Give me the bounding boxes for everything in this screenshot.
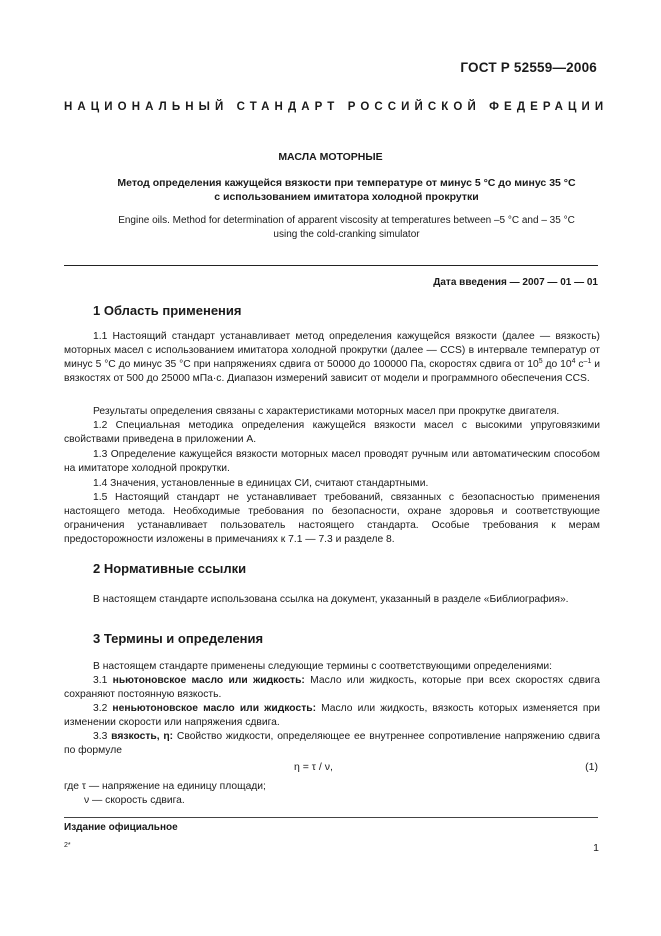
term-3-3-definition: Свойство жидкости, определяющее ее внутреннее сопротивление напряжению сдвига по формуле	[64, 731, 600, 756]
p1-1-sup-2: 4	[571, 358, 576, 365]
subtitle-line-1: Метод определения кажущейся вязкости при температуре от минус 5 °С до минус 35 °С	[117, 177, 576, 189]
printer-signature-mark: 2*	[64, 842, 71, 849]
national-standard-banner: НАЦИОНАЛЬНЫЙ СТАНДАРТ РОССИЙСКОЙ ФЕДЕРАЦИИ	[64, 101, 609, 113]
paragraph-1-2	[64, 419, 600, 447]
paragraph-results	[64, 405, 600, 419]
term-3-3	[64, 730, 600, 758]
english-title	[80, 214, 613, 241]
term-3-2-term: неньютоновское масло или жидкость:	[112, 703, 316, 714]
term-3-1-term: ньютоновское масло или жидкость:	[112, 675, 305, 686]
header-divider	[64, 265, 598, 266]
introduction-date: Дата введения — 2007 — 01 — 01	[433, 277, 598, 288]
p3-intro-text: В настоящем стандарте применены следующие термины с соответствующими определениями:	[93, 661, 553, 672]
p1-5-text: 1.5 Настоящий стандарт не устанавливает требований, связанных с безопасностью применения настоящего метода. Необходимые требования по безопасности, охране здоровья и соответствующие ограничения устанавливает пользователь настоящего стандарта. Особые требования к мерам предосторожности изложены в примечаниях к 7.1 — 7.3 и разделе 8.	[64, 492, 600, 545]
term-3-3-number: 3.3	[93, 731, 112, 742]
paragraph-1-3	[64, 448, 600, 476]
term-3-3-term: вязкость, η:	[111, 731, 174, 742]
term-3-1-definition: Масло или жидкость, которые при всех скоростях сдвига сохраняют постоянную вязкость.	[64, 675, 600, 700]
p1-1-text-b: до 10	[542, 359, 572, 370]
results-text: Результаты определения связаны с характеристиками моторных масел при прокрутке двигателя.	[93, 406, 560, 417]
page-number: 1	[593, 842, 599, 854]
paragraph-1-5	[64, 491, 600, 547]
footer-divider	[64, 817, 598, 818]
p1-1-text-c: с	[575, 359, 584, 370]
formula-where-1: где τ — напряжение на единицу площади;	[64, 781, 266, 792]
term-3-1	[64, 674, 600, 702]
section-2-heading: 2 Нормативные ссылки	[93, 561, 247, 576]
term-3-1-number: 3.1	[93, 675, 113, 686]
document-title: МАСЛА МОТОРНЫЕ	[278, 151, 383, 163]
english-title-line-2: using the cold-cranking simulator	[273, 228, 420, 240]
subtitle-line-2: с использованием имитатора холодной прокрутки	[214, 190, 479, 203]
section-3-heading: 3 Термины и определения	[93, 631, 264, 646]
term-3-2	[64, 702, 600, 730]
term-3-2-number: 3.2	[93, 703, 113, 714]
p2-1-text: В настоящем стандарте использована ссылка на документ, указанный в разделе «Библиография».	[93, 594, 569, 605]
standard-code: ГОСТ Р 52559—2006	[460, 60, 597, 75]
paragraph-2-1	[64, 593, 600, 607]
p1-1-sup-1: 5	[538, 358, 543, 365]
p1-2-text: 1.2 Специальная методика определения кажущейся вязкости масел с высокими упруговязкими свойствами приведена в приложении А.	[64, 420, 600, 445]
term-3-2-definition: Масло или жидкость, вязкость которых изменяется при изменении скорости или напряжения сдвига.	[64, 703, 600, 728]
p1-1-text-d: и вязкостях от 500 до 25000 мПа·с. Диапазон измерений зависит от модели и программного обеспечения CCS.	[64, 359, 600, 384]
p1-3-text: 1.3 Определение кажущейся вязкости моторных масел проводят ручным или автоматическим способом на имитаторе холодной прокрутки.	[64, 449, 600, 474]
paragraph-3-intro	[64, 660, 600, 674]
paragraph-1-4	[64, 477, 600, 491]
p1-1-text-a: 1.1 Настоящий стандарт устанавливает метод определения кажущейся вязкости (далее — вязкость) моторных масел с использованием имитатора холодной прокрутки (далее — CCS) в интервале температур от минус 5 °С до минус 35 °С при напряжениях сдвига от 50000 до 100000 Па, скоростях сдвига от 10	[64, 331, 600, 370]
p1-1-sup-3: –1	[583, 358, 592, 365]
paragraph-1-1	[64, 330, 600, 386]
document-subtitle	[80, 177, 613, 204]
formula-where-2: ν — скорость сдвига.	[84, 795, 185, 806]
english-title-line-1: Engine oils. Method for determination of apparent viscosity at temperatures between –5 °C and – 35 °C	[118, 215, 575, 226]
viscosity-formula: η = τ / ν,	[294, 761, 333, 773]
section-1-heading: 1 Область применения	[93, 303, 242, 318]
formula-number: (1)	[585, 761, 598, 773]
p1-4-text: 1.4 Значения, установленные в единицах СИ, считают стандартными.	[93, 478, 429, 489]
official-edition-label: Издание официальное	[64, 822, 178, 833]
